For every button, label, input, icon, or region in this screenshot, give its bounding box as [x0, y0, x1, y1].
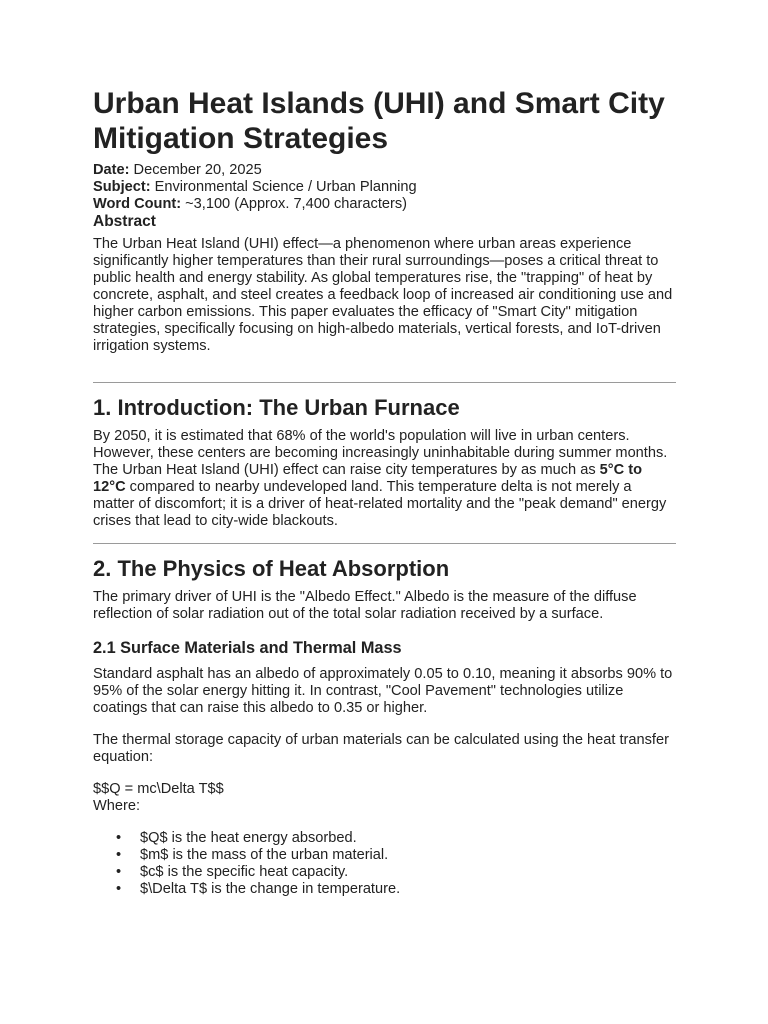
section-2-text: The primary driver of UHI is the "Albedo Effect." Albedo is the measure of the diffuse reflection of solar radiation out of the total solar radiation received by a surface. [93, 589, 637, 622]
meta-subject-label: Subject: [93, 179, 151, 195]
bullet-icon: • [116, 864, 122, 880]
section-1-text [93, 428, 676, 530]
meta-date-label: Date: [93, 162, 130, 178]
abstract-text: The Urban Heat Island (UHI) effect—a phenomenon where urban areas experience significantly higher temperatures than their rural surroundings—poses a critical threat to public health and energy stability. As global temperatures rise, the "trapping" of heat by concrete, asphalt, and steel creates a feedback loop of increased air conditioning use and higher carbon emissions. This paper evaluates the efficacy of "Smart City" mitigation strategies, specifically focusing on high-albedo materials, vertical forests, and IoT-driven irrigation systems. [93, 236, 673, 354]
bullet-icon: • [116, 847, 122, 863]
section-1-text-start: By 2050, it is estimated that 68% of the world's population will live in urban centers. However, these centers are becoming increasingly uninhabitable during summer months. The Urban Heat Island (UHI) effect can raise city temperatures by as much as [93, 428, 668, 478]
list-item-text: $\Delta T$ is the change in temperature. [140, 881, 401, 897]
document-title: Urban Heat Islands (UHI) and Smart City Mitigation Strategies [93, 87, 665, 155]
section-divider [93, 543, 676, 544]
where-label: Where: [93, 798, 141, 814]
list-item [116, 864, 676, 881]
list-item [116, 847, 676, 864]
section-divider [93, 382, 676, 383]
meta-subject-value: Environmental Science / Urban Planning [150, 179, 417, 195]
list-item [116, 830, 676, 847]
meta-word-count [93, 196, 676, 213]
subsection-2-1-heading: 2.1 Surface Materials and Thermal Mass [93, 639, 402, 657]
document-meta [93, 162, 676, 213]
subsection-2-1-para-2: The thermal storage capacity of urban materials can be calculated using the heat transfer equation: [93, 732, 669, 765]
meta-subject [93, 179, 676, 196]
section-2-heading: 2. The Physics of Heat Absorption [93, 556, 450, 581]
variable-list [93, 830, 676, 898]
section-1-heading: 1. Introduction: The Urban Furnace [93, 395, 460, 420]
list-item [116, 881, 676, 898]
meta-date-value: December 20, 2025 [129, 162, 262, 178]
heat-equation: $$Q = mc\Delta T$$ [93, 781, 224, 797]
abstract-heading: Abstract [93, 213, 156, 230]
list-item-text: $Q$ is the heat energy absorbed. [140, 830, 357, 846]
bullet-icon: • [116, 830, 122, 846]
subsection-2-1-para-1: Standard asphalt has an albedo of approximately 0.05 to 0.10, meaning it absorbs 90% to 95% of the solar energy hitting it. In contrast, "Cool Pavement" technologies utilize coatings that can raise this albedo to 0.35 or higher. [93, 666, 673, 716]
list-item-text: $m$ is the mass of the urban material. [140, 847, 389, 863]
section-1-text-end: compared to nearby undeveloped land. This temperature delta is not merely a matter of discomfort; it is a driver of heat-related mortality and the "peak demand" energy crises that lead to city-wide blackouts. [93, 479, 667, 529]
list-item-text: $c$ is the specific heat capacity. [140, 864, 349, 880]
section-1-temperature-range: 5°C to 12°C [93, 462, 642, 495]
bullet-icon: • [116, 881, 122, 897]
meta-word-count-label: Word Count: [93, 196, 182, 212]
meta-word-count-value: ~3,100 (Approx. 7,400 characters) [181, 196, 408, 212]
meta-date [93, 162, 676, 179]
